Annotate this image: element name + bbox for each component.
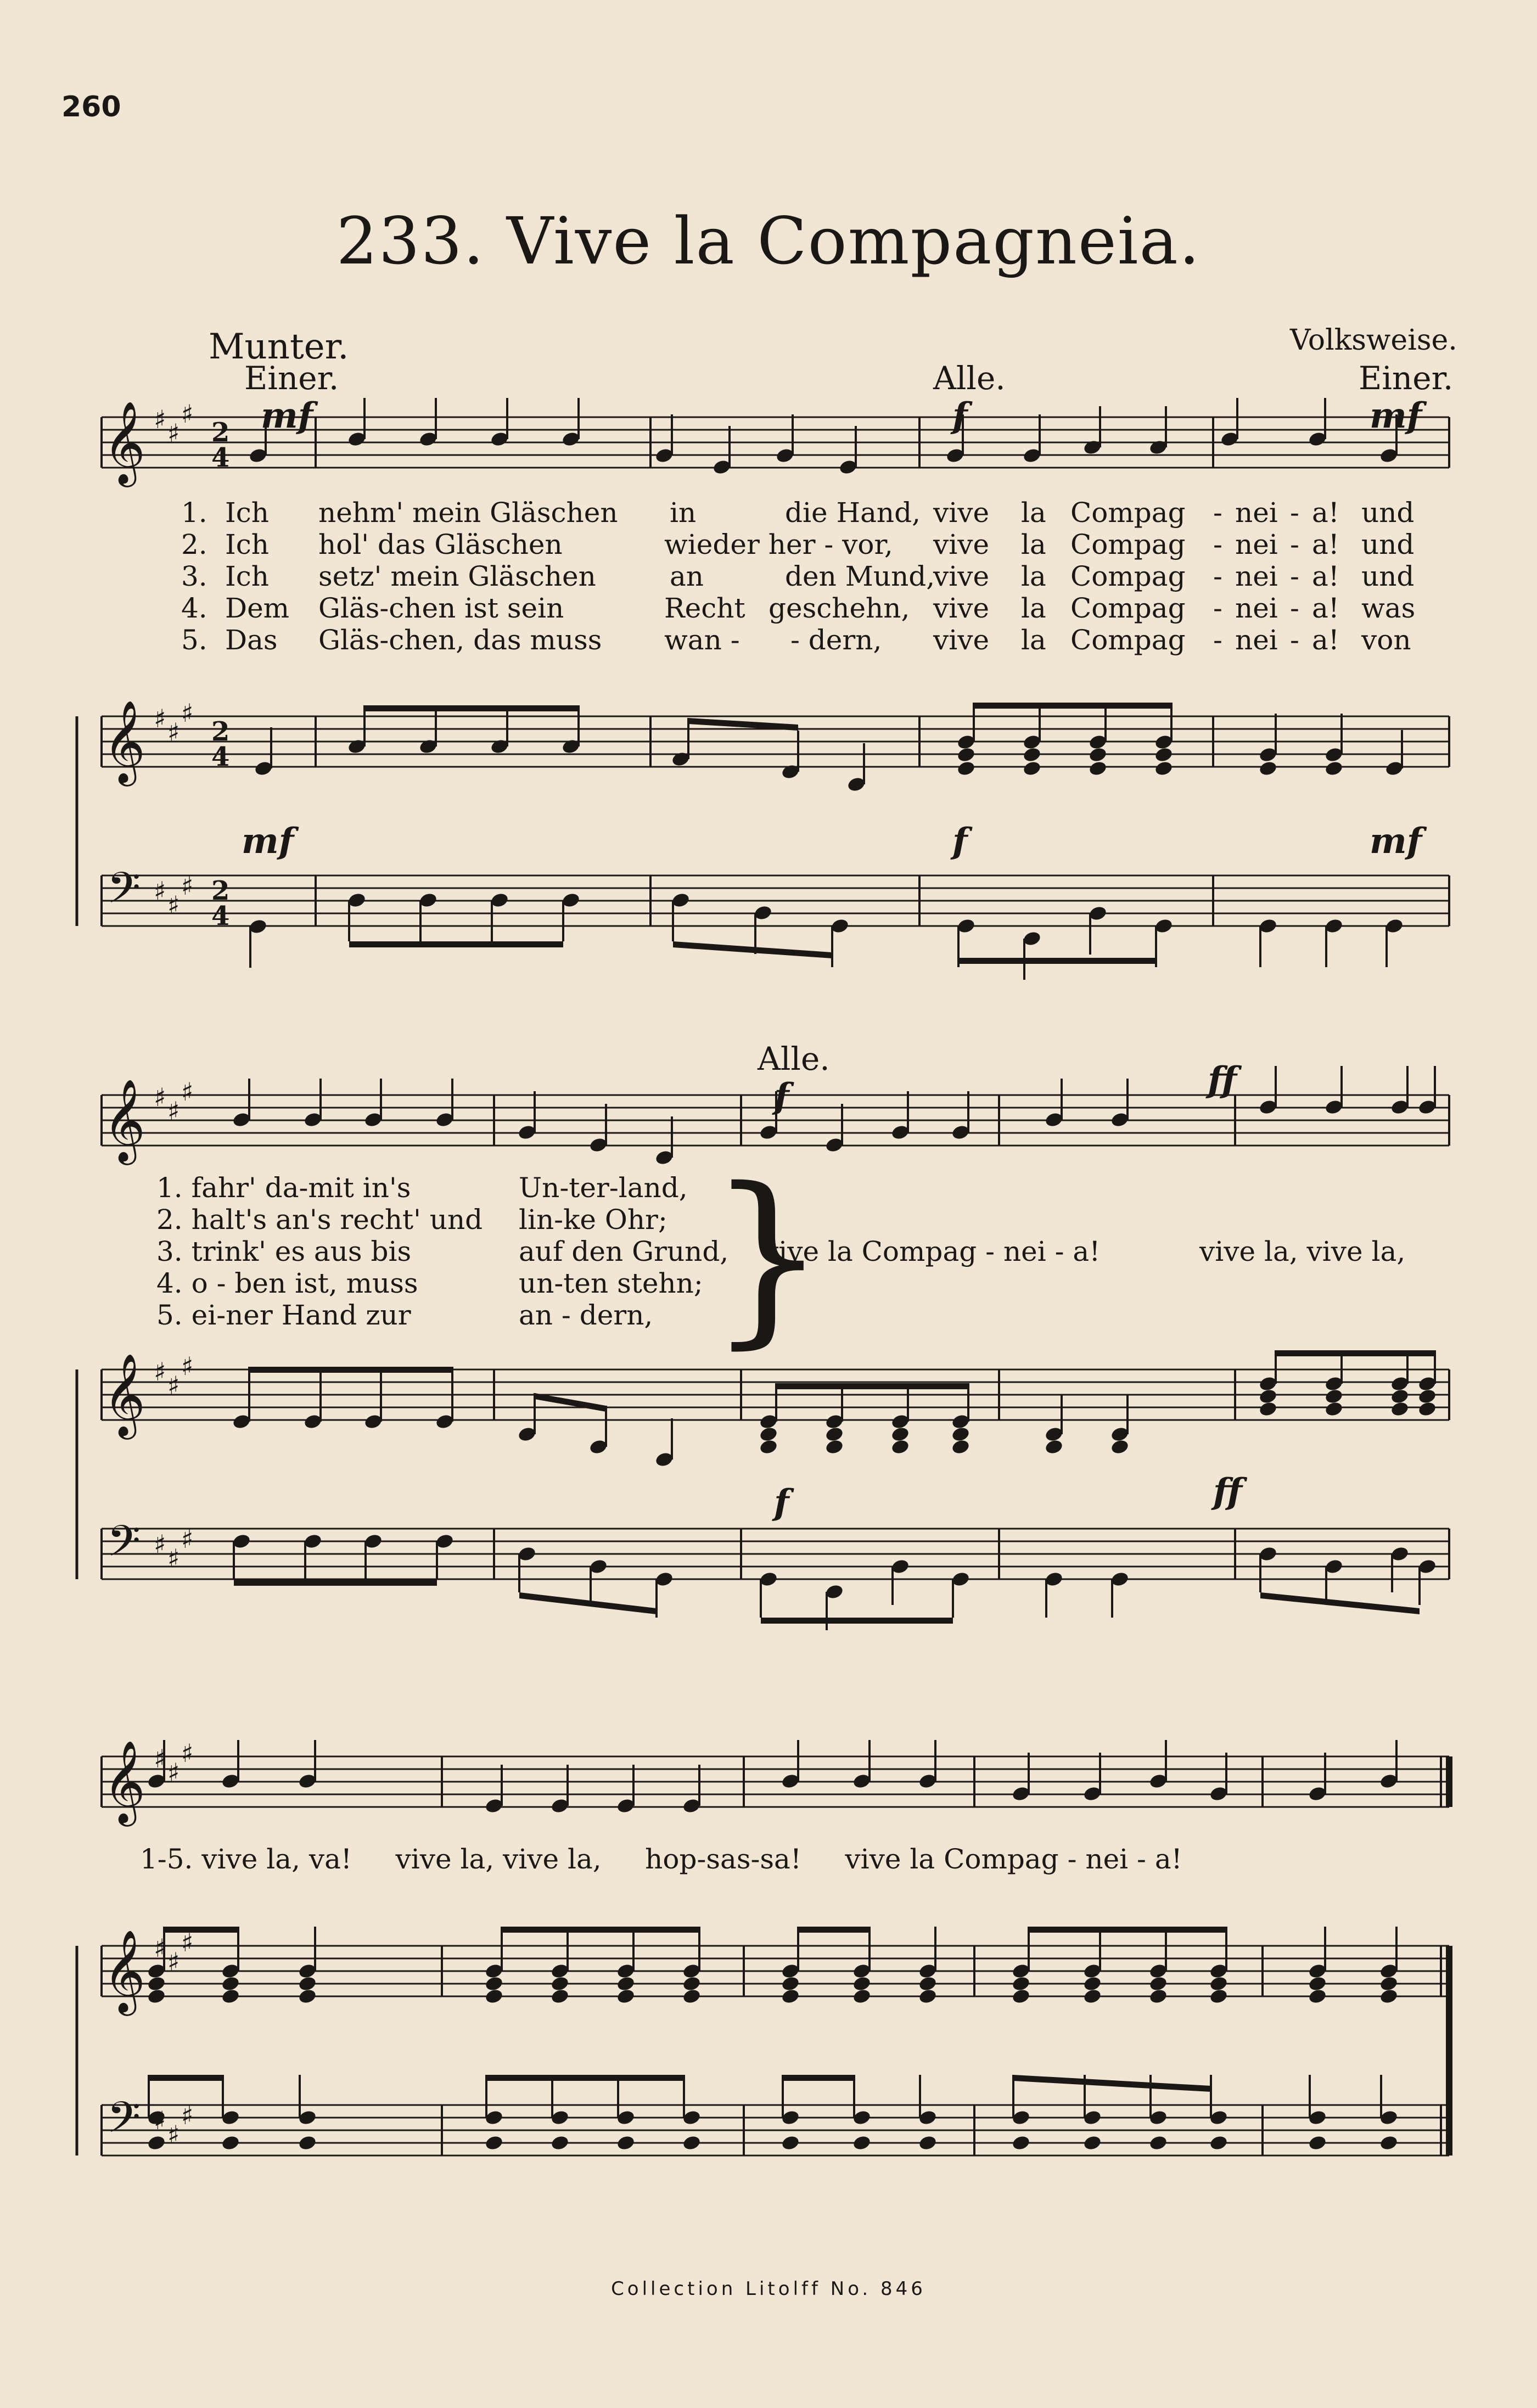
bass-note [1379, 2135, 1399, 2152]
chord-note [1390, 1388, 1410, 1405]
chord-note [918, 1975, 938, 1992]
chord-note [1082, 1975, 1102, 1992]
lyric-word: Ich [225, 497, 269, 529]
bass-note [852, 2135, 872, 2152]
lyric-word: den Mund, [785, 560, 935, 592]
sharp-icon: ♯ [154, 1744, 166, 1773]
note-beam [349, 941, 563, 947]
lyric-word: wieder her - vor, [664, 529, 893, 560]
chord-note [616, 1988, 636, 2005]
treble-clef-icon: 𝄞 [103, 1078, 145, 1161]
chord-note [1379, 1975, 1399, 1992]
sharp-icon: ♯ [181, 2101, 194, 2130]
bass-note [221, 2135, 240, 2152]
sharp-icon: ♯ [154, 1933, 166, 1963]
chord-note [759, 1426, 778, 1443]
bass-note [1011, 2135, 1031, 2152]
chord-note [484, 1975, 504, 1992]
lyric-word: Compag [1070, 529, 1186, 560]
time-signature-top: 2 [211, 417, 230, 448]
note-beam [1260, 1592, 1420, 1614]
lyric-word: la [1021, 497, 1046, 529]
chord-note [824, 1426, 844, 1443]
bass-clef-icon: 𝄢 [107, 863, 141, 924]
cue-alle-2: Alle. [758, 1040, 830, 1077]
chord-note [1088, 746, 1108, 764]
verse-number: 2. [156, 1204, 183, 1236]
chord-note [1308, 1988, 1327, 2005]
chord-note [1154, 746, 1174, 764]
verse-number: 5. [181, 624, 207, 656]
chord-note [852, 1975, 872, 1992]
chord-note [298, 1975, 317, 1992]
chord-note [1379, 1988, 1399, 2005]
chord-note [1154, 760, 1174, 777]
lyric-word: - [1213, 592, 1222, 624]
chord-note [1044, 1439, 1064, 1456]
dynamic-f: f [774, 1482, 789, 1523]
chord-note [221, 1988, 240, 2005]
chord-note [951, 1426, 971, 1443]
lyric-word: und [1361, 529, 1415, 560]
chord-note [550, 1988, 570, 2005]
chord-note [852, 1988, 872, 2005]
refrain-text-2: vive la, vive la, [1199, 1236, 1406, 1267]
chord-note [956, 760, 976, 777]
sharp-icon: ♯ [167, 418, 180, 448]
lyric-word: - [1290, 560, 1299, 592]
chord-note [890, 1439, 910, 1456]
note-beam [149, 2075, 223, 2081]
sharp-icon: ♯ [154, 1357, 166, 1387]
lyric-word: nei [1235, 560, 1278, 592]
lyric-word: lin-ke Ohr; [519, 1204, 667, 1236]
chord-note [1390, 1401, 1410, 1418]
note-beam [761, 1618, 953, 1624]
treble-clef-icon: 𝄞 [103, 1352, 145, 1436]
chord-note [682, 1988, 702, 2005]
verse-number: 1. [156, 1172, 183, 1204]
chord-note [484, 1988, 504, 2005]
lyric-word: Ich [225, 529, 269, 560]
time-signature-bottom: 4 [211, 442, 230, 473]
lyric-word: was [1361, 592, 1416, 624]
lyric-word: die Hand, [785, 497, 921, 529]
note-beam [673, 941, 832, 958]
bass-note [781, 2135, 800, 2152]
lyric-word: Compag [1070, 592, 1186, 624]
lyric-word: nei [1235, 529, 1278, 560]
dynamic-mf: mf [261, 395, 313, 436]
lyric-word: fahr' da-mit in's [191, 1172, 411, 1204]
lyric-word: la [1021, 529, 1046, 560]
footer-collection: Collection Litolff No. 846 [611, 2278, 926, 2300]
lyric-word: Gläs-chen ist sein [318, 592, 564, 624]
chord-note [956, 746, 976, 764]
lyric-word: Das [225, 624, 278, 656]
sharp-icon: ♯ [181, 399, 194, 429]
cue-einer-1: Einer. [244, 360, 339, 397]
lyric-word: an [670, 560, 704, 592]
verse-number: 3. [156, 1236, 183, 1267]
chord-note [147, 1988, 166, 2005]
lyric-word: in [670, 497, 697, 529]
lyric-word: - dern, [790, 624, 882, 656]
sharp-icon: ♯ [181, 871, 194, 901]
chord-note [824, 1439, 844, 1456]
lyric-word: - [1213, 497, 1222, 529]
sharp-icon: ♯ [154, 1082, 166, 1112]
chord-note [890, 1426, 910, 1443]
sharp-icon: ♯ [167, 1947, 180, 1977]
sharp-icon: ♯ [154, 704, 166, 733]
sharp-icon: ♯ [181, 1928, 194, 1957]
verse-number: 1. [181, 497, 207, 529]
bass-clef-icon: 𝄢 [107, 1517, 141, 1577]
dynamic-ff: ff [1208, 1059, 1237, 1101]
chord-note [1308, 1975, 1327, 1992]
chord-note [1324, 760, 1344, 777]
chord-note [1258, 760, 1278, 777]
note-beam [1013, 2075, 1211, 2092]
lyric-word: von [1361, 624, 1411, 656]
bass-note [682, 2135, 702, 2152]
bass-note [616, 2135, 636, 2152]
time-signature-top: 2 [211, 875, 230, 906]
lyric-word: a! [1312, 560, 1339, 592]
chord-note [1011, 1975, 1031, 1992]
song-title: 233. Vive la Compagneia. [336, 203, 1201, 279]
bass-note [298, 2135, 317, 2152]
cue-alle-1: Alle. [933, 360, 1006, 397]
lyric-word: nei [1235, 624, 1278, 656]
lyric-word: vive [933, 497, 990, 529]
lyric-word: und [1361, 560, 1415, 592]
lyric-word: Ich [225, 560, 269, 592]
note-beam [776, 1383, 968, 1389]
lyric-word: Compag [1070, 624, 1186, 656]
chord-note [1209, 1988, 1229, 2005]
note-beam [798, 1927, 870, 1933]
chord-note [1417, 1388, 1437, 1405]
note-beam [1029, 1927, 1226, 1933]
note-beam [519, 1592, 657, 1614]
bass-note [550, 2135, 570, 2152]
lyric-word: vive [933, 624, 990, 656]
time-signature-top: 2 [211, 716, 230, 747]
lyric-word: auf den Grund, [519, 1236, 729, 1267]
dynamic-f: f [952, 821, 968, 862]
chord-note [1148, 1988, 1168, 2005]
chord-note [1022, 760, 1042, 777]
bass-note [1148, 2135, 1168, 2152]
lyric-word: - [1213, 560, 1222, 592]
refrain-text: vive la Compag - nei - a! [763, 1236, 1101, 1267]
time-signature-bottom: 4 [211, 901, 230, 931]
chord-note [918, 1988, 938, 2005]
dynamic-mf: mf [242, 821, 294, 862]
sharp-icon: ♯ [154, 2106, 166, 2135]
chord-note [298, 1988, 317, 2005]
note-beam [164, 1927, 238, 1933]
chord-note [759, 1439, 778, 1456]
chord-note [1148, 1975, 1168, 1992]
lyric-word: nei [1235, 592, 1278, 624]
bass-clef-icon: 𝄢 [107, 2093, 141, 2153]
sharp-icon: ♯ [167, 1543, 180, 1573]
lyric-word: setz' mein Gläschen [318, 560, 596, 592]
lyric-word: Compag [1070, 497, 1186, 529]
note-beam [249, 1367, 452, 1373]
dynamic-f: f [952, 395, 968, 436]
note-beam [958, 958, 1156, 964]
sharp-icon: ♯ [154, 405, 166, 434]
verse-number: 3. [181, 560, 207, 592]
note-beam [535, 1393, 606, 1412]
lyric-word: halt's an's recht' und [191, 1204, 483, 1236]
lyric-word: Gläs-chen, das muss [318, 624, 602, 656]
lyric-word: wan - [664, 624, 740, 656]
bass-note [1209, 2135, 1229, 2152]
chord-note [147, 1975, 166, 1992]
lyric-word: geschehn, [768, 592, 910, 624]
chord-note [1022, 746, 1042, 764]
chord-note [1258, 1401, 1278, 1418]
note-beam [364, 705, 579, 711]
system3-lyrics: 1-5. vive la, va! vive la, vive la, hop-sas-sa! vive la Compag - nei - a! [140, 1843, 1182, 1875]
lyric-word: - [1213, 624, 1222, 656]
treble-clef-icon: 𝄞 [103, 1929, 145, 2012]
tempo-marking: Munter. [209, 327, 349, 367]
sharp-icon: ♯ [167, 1758, 180, 1787]
lyric-word: vive [933, 529, 990, 560]
verse-number: 4. [156, 1267, 183, 1299]
sharp-icon: ♯ [154, 876, 166, 906]
note-beam [234, 1580, 437, 1586]
chord-note [1209, 1975, 1229, 1992]
sharp-icon: ♯ [181, 1351, 194, 1381]
chord-note [1110, 1439, 1130, 1456]
lyric-word: Dem [225, 592, 290, 624]
chord-note [550, 1975, 570, 1992]
lyric-word: - [1213, 529, 1222, 560]
lyric-word: nei [1235, 497, 1278, 529]
lyric-word: Compag [1070, 560, 1186, 592]
verse-number: 2. [181, 529, 207, 560]
sharp-icon: ♯ [167, 2120, 180, 2149]
sharp-icon: ♯ [154, 1529, 166, 1559]
sharp-icon: ♯ [181, 698, 194, 728]
source-note: Volksweise. [1290, 324, 1457, 357]
treble-clef-icon: 𝄞 [103, 699, 145, 783]
note-beam [974, 703, 1171, 709]
lyric-word: la [1021, 592, 1046, 624]
lyric-word: - [1290, 624, 1299, 656]
treble-clef-icon: 𝄞 [103, 400, 145, 484]
sharp-icon: ♯ [181, 1738, 194, 1768]
chord-note [1088, 760, 1108, 777]
chord-note [1324, 1401, 1344, 1418]
lyric-word: o - ben ist, muss [191, 1267, 418, 1299]
lyric-word: trink' es aus bis [191, 1236, 412, 1267]
chord-note [781, 1975, 800, 1992]
verse-brace: } [708, 1148, 827, 1366]
dynamic-mf: mf [1370, 821, 1422, 862]
sharp-icon: ♯ [181, 1524, 194, 1554]
chord-note [221, 1975, 240, 1992]
lyric-word: nehm' mein Gläschen [318, 497, 618, 529]
sharp-icon: ♯ [167, 717, 180, 747]
lyric-word: Un-ter-land, [519, 1172, 688, 1204]
lyric-word: an - dern, [519, 1299, 653, 1331]
chord-note [951, 1439, 971, 1456]
sharp-icon: ♯ [167, 1096, 180, 1126]
bass-note [918, 2135, 938, 2152]
lyric-word: Recht [664, 592, 745, 624]
sharp-icon: ♯ [181, 1077, 194, 1107]
bass-note [1308, 2135, 1327, 2152]
lyric-word: a! [1312, 624, 1339, 656]
chord-note [1417, 1401, 1437, 1418]
lyric-word: a! [1312, 497, 1339, 529]
chord-note [1324, 1388, 1344, 1405]
chord-note [1258, 1388, 1278, 1405]
chord-note [781, 1988, 800, 2005]
lyric-word: - [1290, 529, 1299, 560]
cue-einer-2: Einer. [1359, 360, 1454, 397]
treble-clef-icon: 𝄞 [103, 1739, 145, 1823]
lyric-word: hol' das Gläschen [318, 529, 563, 560]
note-beam [486, 2075, 684, 2081]
lyric-word: - [1290, 592, 1299, 624]
note-beam [783, 2075, 854, 2081]
lyric-word: - [1290, 497, 1299, 529]
verse-number: 5. [156, 1299, 183, 1331]
time-signature-bottom: 4 [211, 742, 230, 772]
dynamic-ff: ff [1213, 1471, 1242, 1512]
chord-note [1011, 1988, 1031, 2005]
note-beam [502, 1927, 699, 1933]
sharp-icon: ♯ [167, 890, 180, 920]
bass-note [1082, 2135, 1102, 2152]
dynamic-f: f [774, 1076, 789, 1117]
lyric-word: a! [1312, 592, 1339, 624]
sharp-icon: ♯ [167, 1371, 180, 1400]
lyric-word: vive [933, 592, 990, 624]
chord-note [1082, 1988, 1102, 2005]
bass-note [147, 2135, 166, 2152]
chord-note [682, 1975, 702, 1992]
lyric-word: und [1361, 497, 1415, 529]
bass-note [484, 2135, 504, 2152]
lyric-word: ei-ner Hand zur [191, 1299, 411, 1331]
chord-note [616, 1975, 636, 1992]
lyric-word: un-ten stehn; [519, 1267, 703, 1299]
lyric-word: a! [1312, 529, 1339, 560]
dynamic-mf: mf [1370, 395, 1422, 436]
verse-number: 4. [181, 592, 207, 624]
page-number: 260 [61, 91, 121, 124]
lyric-word: la [1021, 624, 1046, 656]
lyric-word: la [1021, 560, 1046, 592]
lyric-word: vive [933, 560, 990, 592]
note-beam [1276, 1350, 1435, 1356]
